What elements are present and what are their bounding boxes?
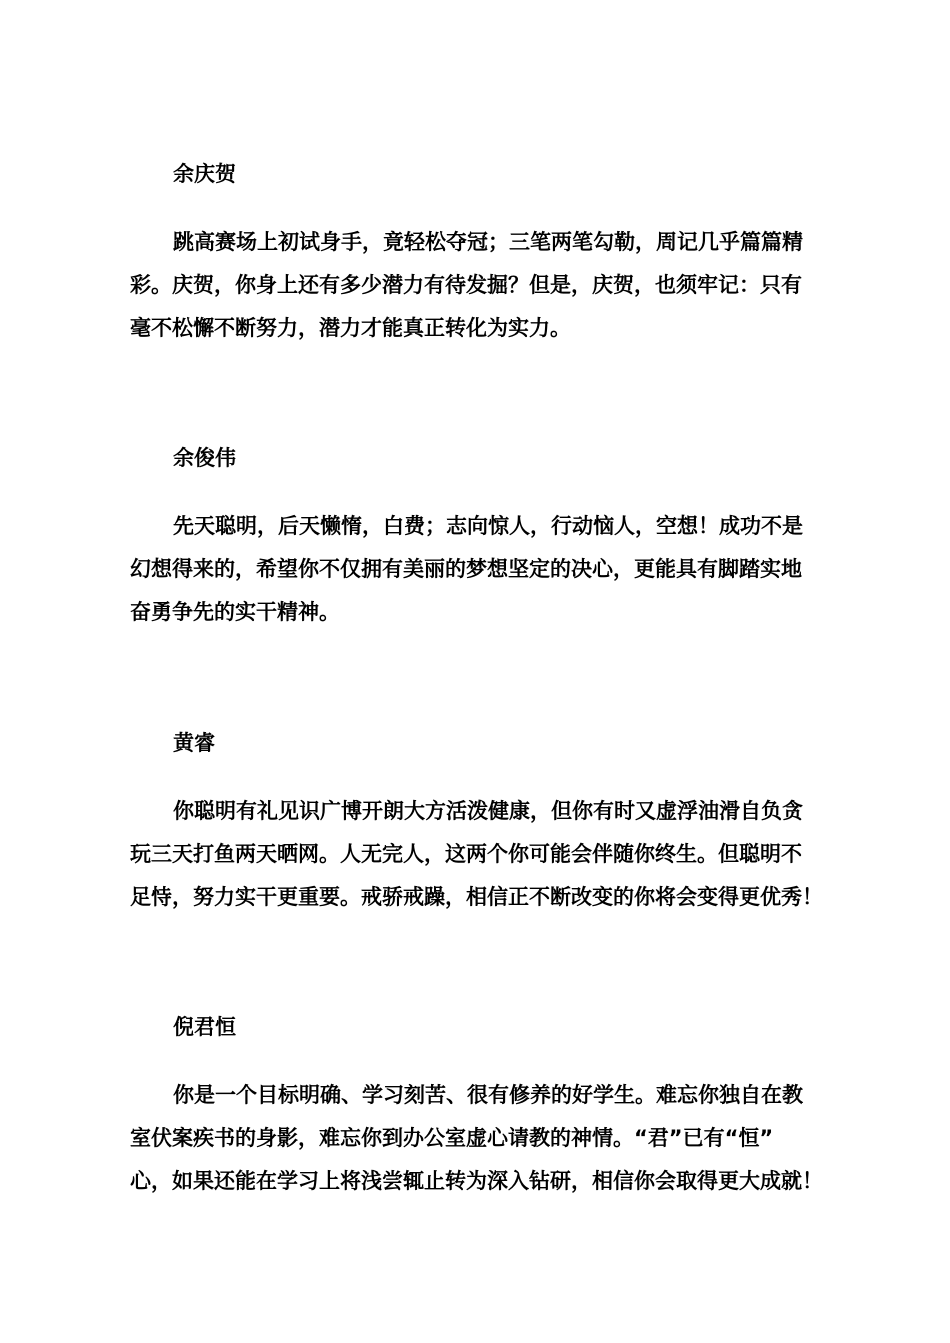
student-comment — [130, 1067, 822, 1210]
comment-line: 毫不松懈不断努力，潜力才能真正转化为实力。 — [130, 316, 571, 340]
student-entry — [130, 1013, 822, 1210]
comment-line: 奋勇争先的实干精神。 — [130, 600, 340, 624]
student-entry — [130, 160, 822, 357]
student-comment — [130, 783, 822, 926]
student-entry — [130, 444, 822, 641]
student-entry — [130, 729, 822, 926]
student-name: 倪君恒 — [173, 1015, 236, 1039]
student-name: 余庆贺 — [173, 162, 236, 186]
comment-line: 室伏案疾书的身影，难忘你到办公室虚心请教的神情。“君”已有“恒” — [130, 1126, 774, 1150]
student-comment — [130, 214, 822, 357]
student-name: 黄睿 — [173, 731, 215, 755]
comment-line: 幻想得来的，希望你不仅拥有美丽的梦想坚定的决心，更能具有脚踏实地 — [130, 557, 802, 581]
comment-line: 你聪明有礼见识广博开朗大方活泼健康，但你有时又虚浮油滑自负贪 — [173, 799, 803, 823]
comment-line: 彩。庆贺，你身上还有多少潜力有待发掘？但是，庆贺，也须牢记：只有 — [130, 273, 802, 297]
comment-line: 足恃，努力实干更重要。戒骄戒躁，相信正不断改变的你将会变得更优秀！ — [130, 885, 823, 909]
student-name: 余俊伟 — [173, 446, 236, 470]
comment-line: 先天聪明，后天懒惰，白费；志向惊人，行动恼人，空想！成功不是 — [173, 514, 803, 538]
comment-line: 心，如果还能在学习上将浅尝辄止转为深入钻研，相信你会取得更大成就！ — [130, 1169, 823, 1193]
comment-line: 玩三天打鱼两天晒网。人无完人，这两个你可能会伴随你终生。但聪明不 — [130, 842, 802, 866]
comment-line: 跳高赛场上初试身手，竟轻松夺冠；三笔两笔勾勒，周记几乎篇篇精 — [173, 230, 803, 254]
comment-line: 你是一个目标明确、学习刻苦、很有修养的好学生。难忘你独自在教 — [173, 1083, 803, 1107]
student-comment — [130, 498, 822, 641]
